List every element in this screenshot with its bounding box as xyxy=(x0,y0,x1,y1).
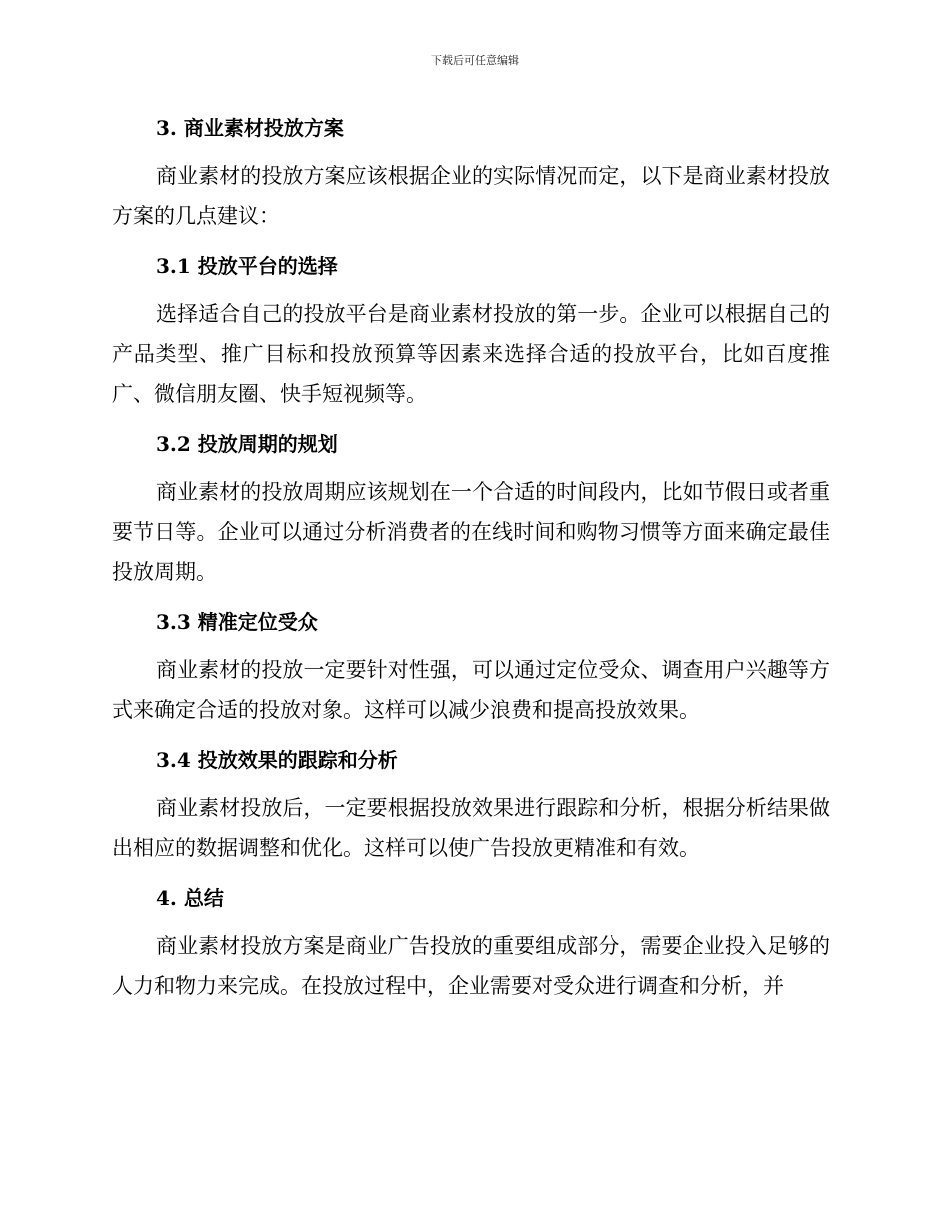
section-paragraph: 商业素材的投放方案应该根据企业的实际情况而定，以下是商业素材投放方案的几点建议： xyxy=(112,164,830,228)
section-heading: 3.2 投放周期的规划 xyxy=(156,432,338,456)
section-3-3 xyxy=(112,602,830,730)
section-4 xyxy=(112,878,830,1006)
section-paragraph: 选择适合自己的投放平台是商业素材投放的第一步。企业可以根据自己的产品类型、推广目标和投放预算等因素来选择合适的投放平台，比如百度推广、微信朋友圈、快手短视频等。 xyxy=(112,302,830,406)
section-paragraph: 商业素材的投放周期应该规划在一个合适的时间段内，比如节假日或者重要节日等。企业可以通过分析消费者的在线时间和购物习惯等方面来确定最佳投放周期。 xyxy=(112,480,830,584)
section-3-4 xyxy=(112,740,830,868)
section-heading: 3.4 投放效果的跟踪和分析 xyxy=(156,748,398,772)
section-heading: 3. 商业素材投放方案 xyxy=(156,116,344,140)
section-paragraph: 商业素材的投放一定要针对性强，可以通过定位受众、调查用户兴趣等方式来确定合适的投放对象。这样可以减少浪费和提高投放效果。 xyxy=(112,658,830,722)
section-heading: 4. 总结 xyxy=(156,886,224,910)
section-heading: 3.3 精准定位受众 xyxy=(156,610,318,634)
section-paragraph: 商业素材投放方案是商业广告投放的重要组成部分，需要企业投入足够的人力和物力来完成。在投放过程中，企业需要对受众进行调查和分析，并 xyxy=(112,934,830,998)
section-3 xyxy=(112,108,830,236)
document-body xyxy=(112,108,830,1016)
section-3-1 xyxy=(112,246,830,414)
section-heading: 3.1 投放平台的选择 xyxy=(156,254,338,278)
section-paragraph: 商业素材投放后，一定要根据投放效果进行跟踪和分析，根据分析结果做出相应的数据调整和优化。这样可以使广告投放更精准和有效。 xyxy=(112,796,830,860)
page-header: 下载后可任意编辑 xyxy=(431,54,519,67)
section-3-2 xyxy=(112,424,830,592)
